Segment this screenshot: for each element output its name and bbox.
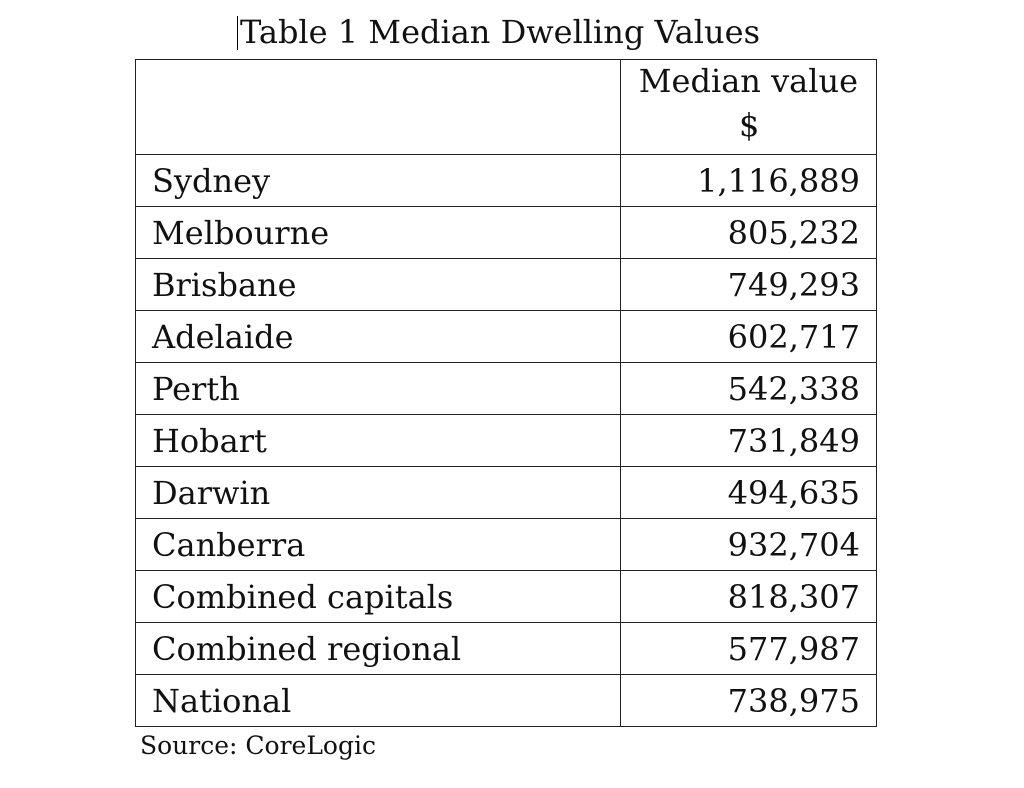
median-value-cell: 1,116,889 [621,155,877,207]
region-name-cell: Hobart [136,415,621,467]
header-value-label: Median value [638,62,858,100]
table-row [136,207,877,259]
region-name-cell: Darwin [136,467,621,519]
region-name-cell: Perth [136,363,621,415]
region-name-cell: Brisbane [136,259,621,311]
region-name-cell: Combined capitals [136,571,621,623]
table-row [136,415,877,467]
table-body [136,155,877,727]
median-value-cell: 932,704 [621,519,877,571]
header-value-unit: $ [739,106,760,144]
header-row [136,60,877,155]
table-row [136,155,877,207]
median-value-cell: 577,987 [621,623,877,675]
median-value-cell: 731,849 [621,415,877,467]
table-row [136,519,877,571]
median-value-cell: 749,293 [621,259,877,311]
region-name-cell: Adelaide [136,311,621,363]
median-dwelling-values-table [135,59,877,727]
source-note: Source: CoreLogic [140,731,376,760]
median-value-cell: 818,307 [621,571,877,623]
median-value-cell: 805,232 [621,207,877,259]
table-title: Table 1 Median Dwelling Values [240,13,760,51]
table-row [136,259,877,311]
median-value-cell: 738,975 [621,675,877,727]
region-name-cell: Melbourne [136,207,621,259]
table-row [136,363,877,415]
header-label-cell [136,60,621,155]
table-row [136,675,877,727]
median-value-cell: 602,717 [621,311,877,363]
region-name-cell: National [136,675,621,727]
region-name-cell: Canberra [136,519,621,571]
region-name-cell: Sydney [136,155,621,207]
median-value-cell: 542,338 [621,363,877,415]
table-row [136,623,877,675]
text-cursor [237,16,238,50]
header-value-cell [621,60,877,155]
table-row [136,571,877,623]
median-value-cell: 494,635 [621,467,877,519]
table-row [136,467,877,519]
table-row [136,311,877,363]
region-name-cell: Combined regional [136,623,621,675]
